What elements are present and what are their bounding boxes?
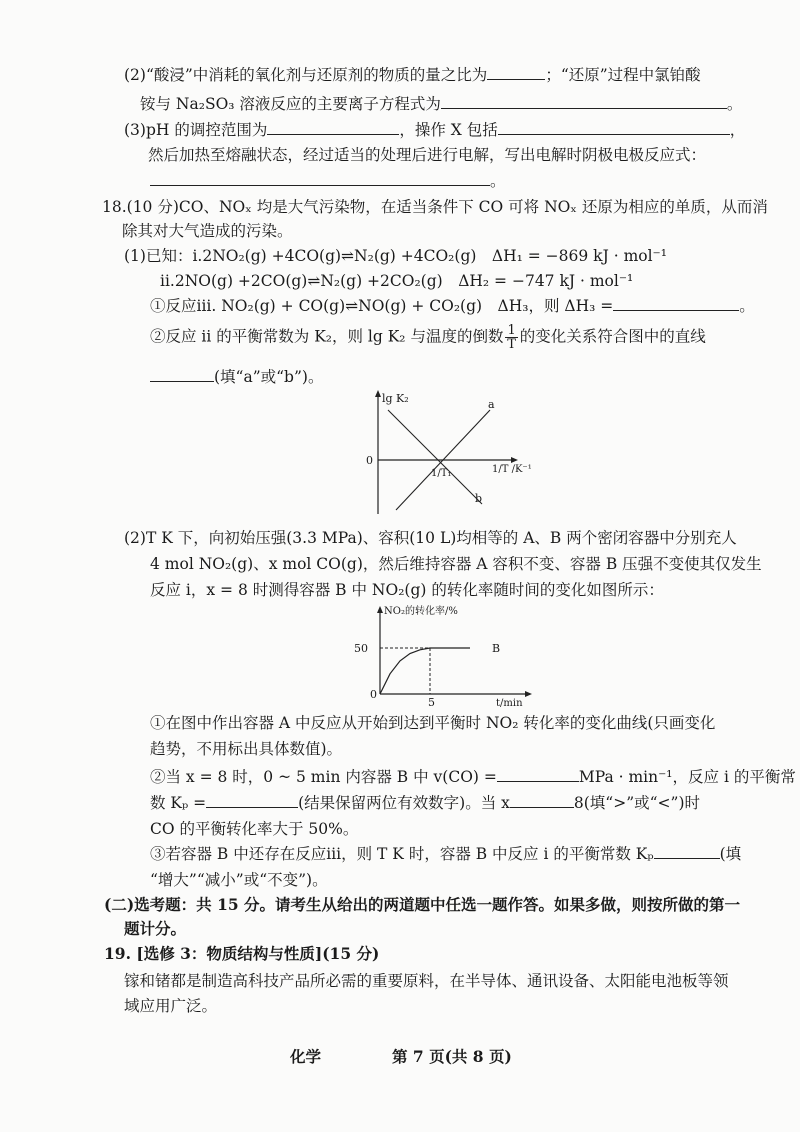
q18-sub2-line1: ②当 x = 8 时，0 ~ 5 min 内容器 B 中 v(CO) = MPa · min⁻¹，反应 ⅰ 的平衡常 <box>150 768 796 786</box>
q18-equation-3: ①反应ⅲ. NO₂(g) + CO(g)⇌NO(g) + CO₂(g) ΔH₃，则 ΔH₃ = 。 <box>150 297 755 315</box>
q19-title: 19. [选修 3：物质结构与性质](15 分) <box>104 944 380 963</box>
q18-part2-line2: 4 mol NO₂(g)、x mol CO(g)，然后维持容器 A 容积不变、容器 B 压强不变使其仅发生 <box>150 555 762 573</box>
q18-header-line1: 18.(10 分)CO、NOₓ 均是大气污染物，在适当条件下 CO 可将 NOₓ 还原为相应的单质，从而消 <box>102 198 768 216</box>
lgk2-x-label: 1/T /K⁻¹ <box>492 464 532 475</box>
xtick-5: 5 <box>428 696 435 709</box>
inverse-temperature-fraction: $\frac{1}{T}$ <box>507 323 516 352</box>
q18-sub1-line1: ①在图中作出容器 A 中反应从开始到达到平衡时 NO₂ 转化率的变化曲线(只画变化 <box>150 714 716 732</box>
conversion-origin-label: 0 <box>370 688 377 701</box>
lgk2-chart <box>362 388 532 520</box>
q17-part2-line1: (2)“酸浸”中消耗的氧化剂与还原剂的物质的量之比为 ；“还原”过程中氯铂酸 <box>124 66 701 84</box>
elective-section-line1: (二)选考题：共 15 分。请考生从给出的两道题中任选一题作答。如果多做，则按所做的第一 <box>104 895 741 914</box>
q18-equation-2: ⅱ.2NO(g) +2CO(g)⇌N₂(g) +2CO₂(g) ΔH₂ = −747 kJ · mol⁻¹ <box>160 272 634 290</box>
q18-sub1-line2: 趋势，不用标出具体数值)。 <box>150 740 343 758</box>
conversion-chart <box>340 600 540 710</box>
lgk2-y-label: lg K₂ <box>382 392 409 405</box>
line-a-label: a <box>488 398 495 411</box>
ytick-50: 50 <box>354 642 368 655</box>
q18-part2-line3: 反应 ⅰ，x = 8 时测得容器 B 中 NO₂(g) 的转化率随时间的变化如图所示： <box>150 581 664 599</box>
ratio-answer-blank[interactable] <box>487 64 545 80</box>
q17-part3-line3: 。 <box>150 170 506 192</box>
delta-h3-blank[interactable] <box>613 295 739 311</box>
q18-k2-line2: (填“a”或“b”)。 <box>150 366 323 388</box>
footer-subject: 化学 <box>290 1047 322 1066</box>
q18-equation-1: (1)已知：ⅰ.2NO₂(g) +4CO(g)⇌N₂(g) +4CO₂(g) ΔH₁ = −869 kJ · mol⁻¹ <box>124 247 667 265</box>
q17-part2-line2: 铵与 Na₂SO₃ 溶液反应的主要离子方程式为 。 <box>140 95 743 113</box>
series-b-curve <box>380 648 470 694</box>
q17-part3-line1: (3)pH 的调控范围为 ，操作 X 包括 ， <box>124 121 746 139</box>
conversion-y-label: NO₂的转化率/% <box>384 606 458 617</box>
q18-sub3-line1: ③若容器 B 中还存在反应ⅲ，则 T K 时，容器 B 中反应 ⅰ 的平衡常数 Kₚ (填 <box>150 845 742 863</box>
line-b <box>388 410 482 504</box>
footer-page-number: 第 7 页(共 8 页) <box>392 1047 512 1066</box>
operation-x-blank[interactable] <box>498 119 730 135</box>
line-b-label: b <box>475 492 483 505</box>
conversion-y-arrow <box>377 606 383 613</box>
ph-range-blank[interactable] <box>267 119 399 135</box>
q18-sub2-line2: 数 Kₚ = (结果保留两位有效数字)。当 x 8(填“>”或“<”)时 <box>150 794 701 812</box>
ionic-equation-blank[interactable] <box>441 93 727 109</box>
lgk2-y-arrow <box>375 390 381 397</box>
x-comparison-blank[interactable] <box>510 792 574 808</box>
kp-change-blank[interactable] <box>654 843 720 859</box>
lgk2-x-arrow <box>511 457 518 463</box>
q18-part2-line1: (2)T K 下，向初始压强(3.3 MPa)、容积(10 L)均相等的 A、B 两个密闭容器中分别充人 <box>124 529 737 547</box>
q19-line2: 域应用广泛。 <box>124 997 218 1015</box>
kp-value-blank[interactable] <box>206 792 298 808</box>
q17-part3-line2: 然后加热至熔融状态，经过适当的处理后进行电解，写出电解时阴极电极反应式： <box>148 146 707 164</box>
conversion-x-label: t/min <box>496 698 523 709</box>
q18-k2-line1: ②反应 ⅱ 的平衡常数为 K₂，则 lg K₂ 与温度的倒数 $\frac{1}{T}$ 的变化关系符合图中的直线 <box>150 323 706 352</box>
xtick-inverse-t1: 1/T₁ <box>431 468 452 479</box>
conversion-x-arrow <box>525 691 532 697</box>
lgk2-origin-label: 0 <box>366 454 373 467</box>
q18-sub2-line3: CO 的平衡转化率大于 50%。 <box>150 820 359 838</box>
q18-sub3-line2: “增大”“减小”或“不变”)。 <box>150 871 328 889</box>
rate-co-blank[interactable] <box>497 766 579 782</box>
q18-header-line2: 除其对大气造成的污染。 <box>122 222 293 240</box>
series-b-label: B <box>492 642 501 655</box>
cathode-equation-blank[interactable] <box>150 170 490 186</box>
q19-line1: 镓和锗都是制造高科技产品所必需的重要原料，在半导体、通讯设备、太阳能电池板等领 <box>124 972 729 990</box>
elective-section-line2: 题计分。 <box>124 919 187 938</box>
line-choice-blank[interactable] <box>150 366 214 382</box>
